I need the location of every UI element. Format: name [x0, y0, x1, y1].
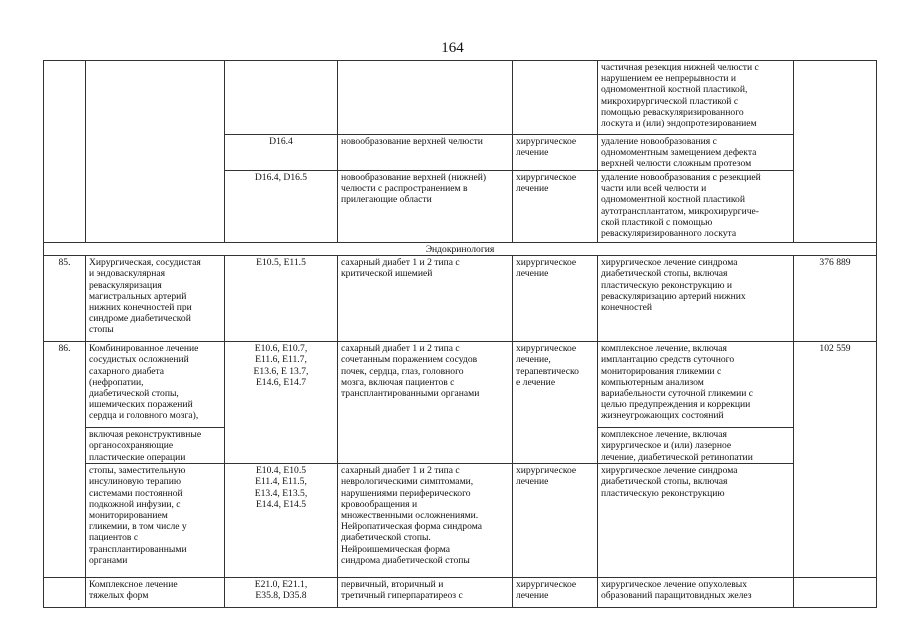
cell-name: Комплексное лечение тяжелых форм [86, 578, 225, 608]
cell-method: хирургическое лечение синдрома диабетической стопы, включая пластическую реконструкцию и реваскуляризацию артерий нижних конечностей [598, 256, 794, 342]
cell-treatment: хирургическое лечение, терапевтическо е лечение [513, 342, 598, 464]
cell-model: новообразование верхней (нижней) челюсти с распространением в прилегающие области [338, 171, 513, 243]
row-number: 85. [44, 256, 86, 342]
table-row [44, 61, 877, 135]
cell-codes: D16.4 [225, 135, 338, 171]
cell-codes: E10.5, E11.5 [225, 256, 338, 342]
cell-cost: 102 559 [794, 342, 877, 578]
cell-cost: 376 889 [794, 256, 877, 342]
cell-name: Хирургическая, сосудистая и эндоваскулярная реваскуляризация магистральных артерий нижних конечностей при синдроме диабетической стопы [86, 256, 225, 342]
cell-method: комплексное лечение, включая имплантацию средств суточного мониторирования гликемии с компьютерным анализом вариабельности суточной гликемии с целью предупреждения и коррекции жизнеугрожающих состояний [598, 342, 794, 428]
cell-treatment: хирургическое лечение [513, 256, 598, 342]
section-row [44, 243, 877, 256]
cell-method: хирургическое лечение синдрома диабетической стопы, включая пластическую реконструкцию [598, 464, 794, 578]
cell-model: первичный, вторичный и третичный гиперпаратиреоз с [338, 578, 513, 608]
table-row [44, 464, 877, 578]
cell-method: хирургическое лечение опухолевых образований паращитовидных желез [598, 578, 794, 608]
cell-name: Комбинированное лечение сосудистых осложнений сахарного диабета (нефропатии, диабетической стопы, ишемических поражений сердца и головного мозга), [86, 342, 225, 428]
table-row-85 [44, 256, 877, 342]
section-title: Эндокринология [44, 243, 877, 256]
table-row-86 [44, 342, 877, 428]
cell-model: новообразование верхней челюсти [338, 135, 513, 171]
cell-name: стопы, заместительную инсулиновую терапию системами постоянной подкожной инфузии, с мониторированием гликемии, в том числе у пациентов с трансплантированными органами [86, 464, 225, 578]
cell-model: сахарный диабет 1 и 2 типа с критической ишемией [338, 256, 513, 342]
cell-model [338, 61, 513, 135]
cell-treatment [513, 61, 598, 135]
cell-cost [794, 61, 877, 243]
cell-method: удаление новообразования с одномоментным замещением дефекта верхней челюсти сложным протезом [598, 135, 794, 171]
cell-codes: E10.4, E10.5 E11.4, E11.5, E13.4, E13.5, E14.4, E14.5 [225, 464, 338, 578]
cell-model: сахарный диабет 1 и 2 типа с неврологическими симптомами, нарушениями периферического кровообращения и множественными осложнениями. Нейропатическая форма синдрома диабетической стопы. Нейроишемическая форма синдрома диабетической стопы [338, 464, 513, 578]
cell-codes: D16.4, D16.5 [225, 171, 338, 243]
row-number: 86. [44, 342, 86, 578]
cell-num [44, 578, 86, 608]
cell-codes [225, 61, 338, 135]
page-number: 164 [441, 40, 464, 56]
table-row [44, 578, 877, 608]
cell-treatment: хирургическое лечение [513, 171, 598, 243]
cell-codes: E21.0, E21.1, E35.8, D35.8 [225, 578, 338, 608]
cell-cost [794, 578, 877, 608]
cell-method: комплексное лечение, включая хирургическое и (или) лазерное лечение, диабетической ретинопатии [598, 428, 794, 464]
cell-method: частичная резекция нижней челюсти с нарушением ее непрерывности и одномоментной костной пластикой, микрохирургической пластикой с помощью реваскуляризированного лоскута и (или) эндопротезированием [598, 61, 794, 135]
medical-care-table [43, 60, 877, 608]
cell-treatment: хирургическое лечение [513, 464, 598, 578]
cell-method: удаление новообразования с резекцией части или всей челюсти и одномоментной костной пластикой аутотрансплантатом, микрохирургиче- ской пластикой с помощью реваскуляризированного лоскута [598, 171, 794, 243]
cell-treatment: хирургическое лечение [513, 135, 598, 171]
cell-treatment: хирургическое лечение [513, 578, 598, 608]
cell-codes: E10.6, E10.7, E11.6, E11.7, E13.6, E 13.7, E14.6, E14.7 [225, 342, 338, 464]
cell-name [86, 61, 225, 243]
cell-name: включая реконструктивные органосохраняющие пластические операции [86, 428, 225, 464]
cell-num [44, 61, 86, 243]
cell-model: сахарный диабет 1 и 2 типа с сочетанным поражением сосудов почек, сердца, глаз, головного мозга, включая пациентов с трансплантированными органами [338, 342, 513, 464]
